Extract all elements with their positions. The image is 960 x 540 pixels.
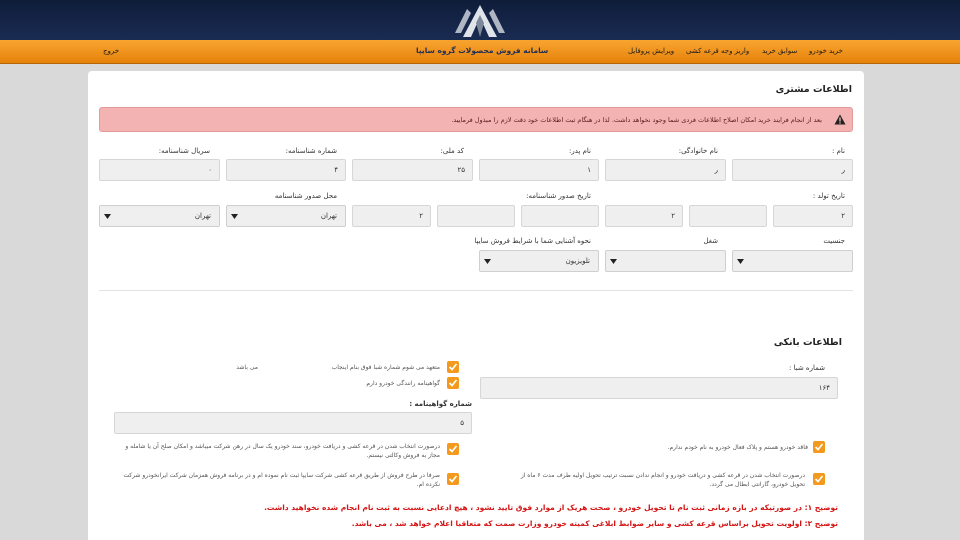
no-car-checkbox[interactable] bbox=[813, 441, 825, 453]
issue-province-select[interactable] bbox=[226, 205, 346, 227]
issue-year-field[interactable] bbox=[521, 205, 599, 227]
chevron-down-icon bbox=[104, 214, 111, 220]
warning-icon bbox=[834, 114, 846, 125]
birth-date-label: تاریخ تولد : bbox=[812, 192, 845, 200]
nav-lottery-payment[interactable]: واریز وجه قرعه کشی bbox=[686, 47, 750, 55]
warranty-checkbox-2[interactable] bbox=[813, 473, 825, 485]
mortgage-checkbox[interactable] bbox=[447, 443, 459, 455]
chevron-down-icon bbox=[484, 259, 491, 265]
license-text: گواهینامه رانندگی خودرو دارم bbox=[366, 380, 440, 387]
alert-message: بعد از انجام فرایند خرید امکان اصلاح اطلاعات فردی شما وجود نخواهد داشت. لذا در هنگام ثبت اطلاعات خود دقت لازم را مبذول فرمایید. bbox=[451, 116, 822, 124]
license-checkbox[interactable] bbox=[447, 377, 459, 389]
familiarity-value: تلویزیون bbox=[565, 257, 590, 265]
exclusive-checkbox[interactable] bbox=[447, 473, 459, 485]
commit-suffix-text: می باشد bbox=[236, 364, 258, 371]
main-panel bbox=[88, 71, 864, 540]
national-code-label: کد ملی: bbox=[440, 147, 464, 155]
check-icon bbox=[814, 474, 824, 484]
chevron-down-icon bbox=[231, 214, 238, 220]
main-navbar bbox=[0, 40, 960, 64]
certificate-label: شماره گواهینامه : bbox=[409, 400, 472, 408]
family-field[interactable]: ر bbox=[605, 159, 726, 181]
chevron-down-icon bbox=[737, 259, 744, 265]
birth-year-field[interactable]: ۲ bbox=[773, 205, 853, 227]
birth-day-field[interactable]: ۲ bbox=[605, 205, 683, 227]
check-icon bbox=[448, 362, 458, 372]
no-car-text: فاقد خودرو هستم و پلاک فعال خودرو به نام خودم ندارم. bbox=[667, 444, 808, 451]
national-code-field[interactable]: ۲۵ bbox=[352, 159, 473, 181]
issue-city-value: تهران bbox=[194, 212, 211, 220]
sheba-field[interactable]: ۱۶۴ bbox=[480, 377, 838, 399]
note-2: توضیح ۲: اولویت تحویل براساس قرعه کشی و سایر ضوابط ابلاغی کمیته خودرو وزارت صمت که متعاقبا اعلام خواهد شد ، می باشد. bbox=[351, 519, 838, 528]
check-icon bbox=[448, 444, 458, 454]
certificate-field[interactable]: ۵ bbox=[114, 412, 472, 434]
sheba-label: شماره شبا : bbox=[788, 364, 825, 372]
logout-link[interactable]: خروج bbox=[103, 47, 120, 55]
brand-title: سامانه فروش محصولات گروه سایپا bbox=[416, 46, 549, 55]
issue-place-label: محل صدور شناسنامه bbox=[274, 192, 337, 200]
father-label: نام پدر: bbox=[568, 147, 591, 155]
id-serial-label: سریال شناسنامه: bbox=[158, 147, 210, 155]
birth-month-field[interactable] bbox=[689, 205, 767, 227]
commit-checkbox[interactable] bbox=[447, 361, 459, 373]
saipa-logo-icon bbox=[449, 3, 511, 41]
familiarity-select[interactable] bbox=[479, 250, 599, 272]
note-1: توضیح ۱: در صورتیکه در بازه زمانی ثبت نام تا تحویل خودرو ، صحت هریک از موارد فوق تایید نشود ، هیچ ادعایی نسبت به ثبت نام انجام شده نخواهید داشت. bbox=[264, 503, 838, 512]
id-serial-field[interactable]: ۰ bbox=[99, 159, 220, 181]
issue-date-label: تاریخ صدور شناسنامه: bbox=[526, 192, 591, 200]
familiarity-label: نحوه آشنایی شما با شرایط فروش سایپا bbox=[474, 237, 591, 245]
issue-province-value: تهران bbox=[320, 212, 337, 220]
bank-info-title: اطلاعات بانکی bbox=[773, 337, 842, 348]
id-number-field[interactable]: ۴ bbox=[226, 159, 346, 181]
section-divider bbox=[99, 290, 853, 291]
name-label: نام : bbox=[832, 147, 845, 155]
issue-day-field[interactable]: ۲ bbox=[352, 205, 431, 227]
job-select[interactable] bbox=[605, 250, 726, 272]
issue-month-field[interactable] bbox=[437, 205, 515, 227]
name-field[interactable]: ر bbox=[732, 159, 853, 181]
id-number-label: شماره شناسنامه: bbox=[285, 147, 337, 155]
customer-info-title: اطلاعات مشتری bbox=[775, 84, 852, 95]
gender-label: جنسیت bbox=[823, 237, 845, 245]
nav-purchase-history[interactable]: سوابق خرید bbox=[762, 47, 798, 55]
check-icon bbox=[448, 378, 458, 388]
nav-edit-profile[interactable]: ویرایش پروفایل bbox=[628, 47, 675, 55]
check-icon bbox=[448, 474, 458, 484]
chevron-down-icon bbox=[610, 259, 617, 265]
issue-city-select[interactable] bbox=[99, 205, 220, 227]
gender-select[interactable] bbox=[732, 250, 853, 272]
mortgage-text: درصورت انتخاب شدن در قرعه کشی و دریافت خودرو، سند خودرو یک سال در رهن شرکت میباشد و امکان صلح آن یا شامله و مجاز به فروش وکالتی نیستم. bbox=[125, 443, 440, 459]
commit-text: متعهد می شوم شماره شبا فوق بنام اینجاب bbox=[331, 364, 440, 371]
warning-alert bbox=[99, 107, 853, 132]
nav-buy-car[interactable]: خرید خودرو bbox=[809, 47, 843, 55]
job-label: شغل bbox=[703, 237, 718, 245]
exclusive-text: صرفا در طرح فروش از طریق قرعه کشی شرکت سایپا ثبت نام نموده ام و در برنامه فروش همزمان شرکت ایرانخودرو شرکت نکرده ام. bbox=[123, 472, 440, 488]
warranty-text: درصورت انتخاب شدن در قرعه کشی و دریافت خودرو و انجام ندادن نسبت ترتیب تحویل اولیه طرف مدت ۶ ماه از تحویل خودرو، گارانتی ابطال می گردد. bbox=[520, 472, 805, 488]
family-label: نام خانوادگی: bbox=[678, 147, 718, 155]
top-header bbox=[0, 0, 960, 40]
check-icon bbox=[814, 442, 824, 452]
father-field[interactable]: ۱ bbox=[479, 159, 599, 181]
